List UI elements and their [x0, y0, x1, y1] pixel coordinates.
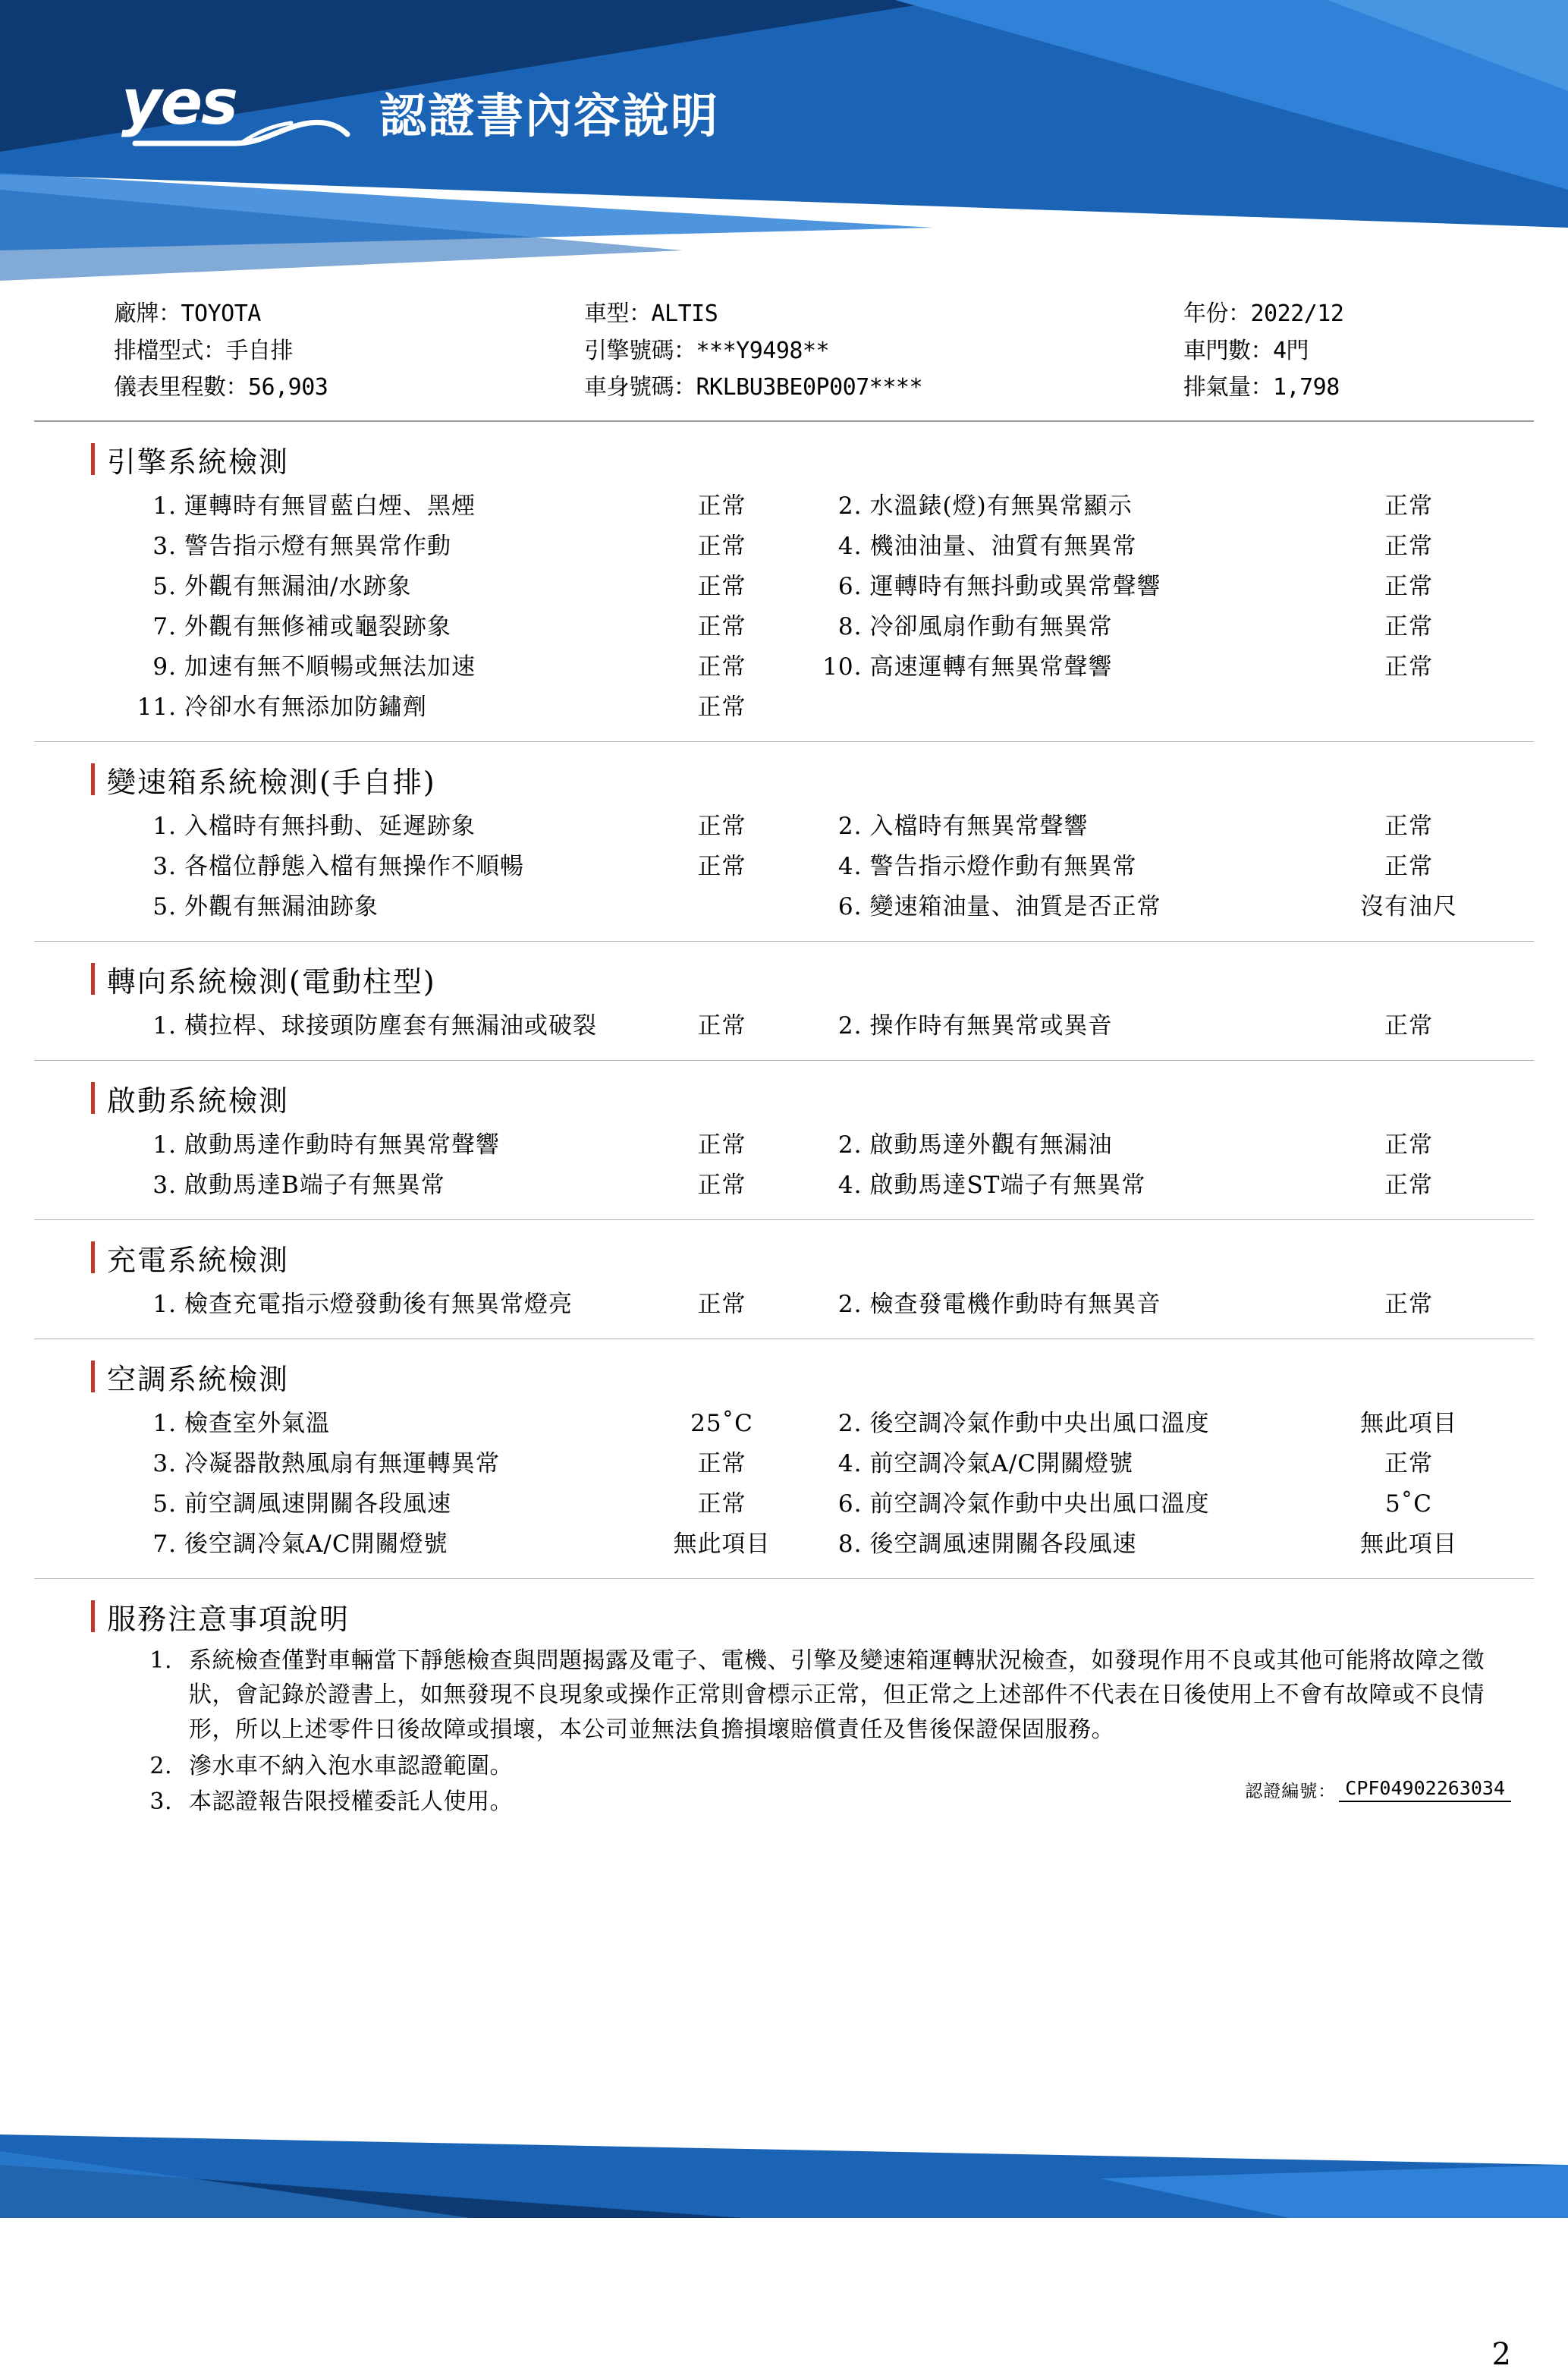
- item-number: 6.: [837, 1490, 863, 1518]
- section-divider: [34, 1219, 1534, 1220]
- item-result: 沒有油尺: [1360, 892, 1457, 920]
- section-title: 變速箱系統檢測(手自排): [107, 765, 436, 799]
- item-number: 4.: [837, 852, 863, 880]
- inspection-item: [118, 1490, 803, 1518]
- item-number: 3.: [152, 852, 177, 880]
- inspection-item: [803, 1409, 1489, 1437]
- item-label: 運轉時有無冒藍白煙、黑煙: [184, 492, 476, 520]
- item-number: 1.: [152, 1409, 177, 1437]
- inspection-item-row: [118, 1285, 1488, 1325]
- item-result: 正常: [1384, 1449, 1433, 1477]
- item-number: 2.: [837, 812, 863, 840]
- item-label: 警告指示燈作動有無異常: [869, 852, 1137, 880]
- item-label: 入檔時有無抖動、延遲跡象: [184, 812, 476, 840]
- item-label: 啟動馬達ST端子有無異常: [869, 1171, 1146, 1199]
- item-result: 正常: [697, 532, 746, 560]
- item-result: 正常: [697, 612, 746, 640]
- section-accent-bar: [91, 1361, 95, 1392]
- item-number: 4.: [837, 1449, 863, 1477]
- item-result: 正常: [697, 492, 746, 520]
- inspection-item: [118, 1409, 803, 1437]
- inspection-item: [118, 1131, 803, 1159]
- inspection-item-list: [34, 1006, 1534, 1046]
- item-label: 高速運轉有無異常聲響: [869, 653, 1113, 681]
- section-accent-bar: [91, 1600, 95, 1632]
- inspection-item-row: [118, 1006, 1488, 1046]
- vehicle-engine-number: 引擎號碼：***Y9498**: [584, 337, 830, 364]
- inspection-item-row: [118, 607, 1488, 647]
- vehicle-model: 車型：ALTIS: [584, 300, 718, 327]
- inspection-item: [803, 892, 1489, 920]
- inspection-item: [803, 1449, 1489, 1477]
- item-number: 1.: [152, 812, 177, 840]
- notice-item-number: 2.: [149, 1752, 172, 1779]
- page-header: [0, 0, 1568, 296]
- item-label: 後空調冷氣A/C開關燈號: [184, 1530, 448, 1558]
- inspection-item-row: [118, 647, 1488, 687]
- inspection-item: [803, 532, 1489, 560]
- item-result: 正常: [697, 1290, 746, 1318]
- item-number: 3.: [152, 532, 177, 560]
- section-title-row: [91, 1356, 1534, 1398]
- item-number: 7.: [152, 612, 177, 640]
- item-label: 入檔時有無異常聲響: [869, 812, 1089, 840]
- item-number: 8.: [837, 1530, 863, 1558]
- inspection-item-list: [34, 807, 1534, 927]
- item-result: 正常: [1384, 1011, 1433, 1040]
- item-number: 1.: [152, 1131, 177, 1159]
- item-label: 前空調冷氣作動中央出風口溫度: [869, 1490, 1210, 1518]
- item-result: 正常: [697, 812, 746, 840]
- notice-title-row: [91, 1596, 1534, 1637]
- item-label: 冷卻風扇作動有無異常: [869, 612, 1113, 640]
- notice-item-number: 3.: [149, 1788, 172, 1816]
- item-label: 運轉時有無抖動或異常聲響: [869, 572, 1161, 600]
- item-number: 6.: [837, 892, 863, 920]
- item-label: 檢查室外氣溫: [184, 1409, 330, 1437]
- item-label: 操作時有無異常或異音: [869, 1011, 1113, 1040]
- section-accent-bar: [91, 963, 95, 995]
- item-number: 2.: [837, 1011, 863, 1040]
- section-title: 充電系統檢測: [107, 1243, 290, 1277]
- certificate-label: 認證編號：: [1245, 1781, 1337, 1801]
- section-title-row: [91, 1237, 1534, 1279]
- inspection-item: [118, 693, 803, 721]
- item-result: 正常: [697, 572, 746, 600]
- inspection-item: [118, 1449, 803, 1477]
- item-number: 3.: [152, 1449, 177, 1477]
- section-title: 啟動系統檢測: [107, 1084, 290, 1118]
- inspection-item: [803, 1490, 1489, 1518]
- vehicle-info-row: [114, 296, 1485, 333]
- vehicle-info-row: [114, 333, 1485, 370]
- vehicle-info-block: [0, 296, 1568, 407]
- item-label: 檢查充電指示燈發動後有無異常燈亮: [184, 1290, 573, 1318]
- inspection-item-row: [118, 887, 1488, 927]
- vehicle-doors: 車門數：4門: [1183, 337, 1309, 364]
- inspection-item-row: [118, 847, 1488, 887]
- item-result: 正常: [697, 1011, 746, 1040]
- certificate-number: CPF04902263034: [1339, 1777, 1511, 1802]
- inspection-item: [803, 1290, 1489, 1318]
- notice-title: 服務注意事項說明: [107, 1602, 350, 1636]
- vehicle-mileage: 儀表里程數：56,903: [114, 374, 328, 401]
- inspection-item: [803, 492, 1489, 520]
- inspection-item: [803, 653, 1489, 681]
- item-number: 5.: [152, 572, 177, 600]
- item-result: 正常: [697, 852, 746, 880]
- item-number: 2.: [837, 492, 863, 520]
- item-number: 5.: [152, 1490, 177, 1518]
- item-label: 前空調冷氣A/C開關燈號: [869, 1449, 1134, 1477]
- item-number: 7.: [152, 1530, 177, 1558]
- item-label: 水溫錶(燈)有無異常顯示: [869, 492, 1133, 520]
- section-divider: [34, 941, 1534, 942]
- notice-item-number: 1.: [149, 1647, 172, 1674]
- item-label: 後空調冷氣作動中央出風口溫度: [869, 1409, 1210, 1437]
- section-title: 引擎系統檢測: [107, 445, 290, 479]
- item-result: 正常: [1384, 492, 1433, 520]
- inspection-item: [803, 572, 1489, 600]
- inspection-item: [803, 612, 1489, 640]
- item-number: 2.: [837, 1131, 863, 1159]
- item-number: 1.: [152, 492, 177, 520]
- footer-banner-graphic: [0, 2081, 1568, 2218]
- inspection-section: [0, 439, 1568, 728]
- inspection-item: [803, 1011, 1489, 1040]
- page-title: 認證書內容說明: [379, 88, 720, 143]
- inspection-item-row: [118, 486, 1488, 527]
- inspection-item: [118, 1290, 803, 1318]
- item-label: 外觀有無修補或龜裂跡象: [184, 612, 451, 640]
- item-label: 警告指示燈有無異常作動: [184, 532, 451, 560]
- item-result: 正常: [1384, 1290, 1433, 1318]
- notice-item-text: 系統檢查僅對車輛當下靜態檢查與問題揭露及電子、電機、引擎及變速箱運轉狀況檢查，如發現作用不良或其他可能將故障之徵狀，會記錄於證書上，如無發現不良現象或操作正常則會標示正常，但正常之上述部件不代表在日後使用上不會有故障或不良情形，所以上述零件日後故障或損壞，本公司並無法負擔損壞賠償責任及售後保證保固服務。: [189, 1647, 1485, 1743]
- inspection-item: [118, 1011, 803, 1040]
- item-result: 無此項目: [1360, 1409, 1457, 1437]
- page-number: 2: [1491, 2337, 1511, 2372]
- inspection-section: [0, 958, 1568, 1046]
- item-number: 2.: [837, 1409, 863, 1437]
- inspection-item-row: [118, 1484, 1488, 1524]
- item-result: 正常: [1384, 612, 1433, 640]
- section-accent-bar: [91, 763, 95, 795]
- item-result: 正常: [1384, 852, 1433, 880]
- notice-item: [118, 1644, 1488, 1748]
- section-title-row: [91, 439, 1534, 480]
- item-label: 檢查發電機作動時有無異音: [869, 1290, 1161, 1318]
- inspection-item: [803, 852, 1489, 880]
- vehicle-info-row: [114, 370, 1485, 407]
- inspection-item: [118, 653, 803, 681]
- section-accent-bar: [91, 1241, 95, 1273]
- inspection-section: [0, 759, 1568, 927]
- vehicle-vin: 車身號碼：RKLBU3BE0P007****: [584, 374, 923, 401]
- inspection-item: [803, 1171, 1489, 1199]
- section-divider: [34, 1060, 1534, 1061]
- logo-text: yes: [121, 67, 237, 139]
- section-title-row: [91, 1077, 1534, 1119]
- inspection-item-row: [118, 1444, 1488, 1484]
- item-number: 11.: [137, 693, 177, 721]
- notice-item-text: 滲水車不納入泡水車認證範圍。: [189, 1752, 513, 1779]
- section-title-row: [91, 759, 1534, 801]
- inspection-item-row: [118, 1524, 1488, 1565]
- item-result: 正常: [697, 653, 746, 681]
- item-label: 橫拉桿、球接頭防塵套有無漏油或破裂: [184, 1011, 597, 1040]
- item-label: 啟動馬達外觀有無漏油: [869, 1131, 1113, 1159]
- item-result: 正常: [1384, 812, 1433, 840]
- brand-logo-block: [121, 67, 720, 152]
- inspection-item: [118, 852, 803, 880]
- inspection-item-row: [118, 567, 1488, 607]
- item-result: 正常: [1384, 1131, 1433, 1159]
- inspection-item: [118, 1530, 803, 1558]
- item-number: 5.: [152, 892, 177, 920]
- item-label: 各檔位靜態入檔有無操作不順暢: [184, 852, 524, 880]
- yes-logo: [121, 67, 349, 152]
- notice-section: [0, 1596, 1568, 1816]
- inspection-item-row: [118, 687, 1488, 728]
- inspection-item: [118, 492, 803, 520]
- item-result: 正常: [1384, 572, 1433, 600]
- item-number: 1.: [152, 1011, 177, 1040]
- inspection-sections: [0, 439, 1568, 1579]
- item-label: 前空調風速開關各段風速: [184, 1490, 451, 1518]
- page-footer: [0, 2081, 1568, 2218]
- item-result: 25˚C: [690, 1409, 753, 1437]
- item-label: 啟動馬達B端子有無異常: [184, 1171, 445, 1199]
- item-number: 10.: [822, 653, 863, 681]
- car-outline-icon: [129, 109, 357, 154]
- inspection-section: [0, 1237, 1568, 1325]
- item-number: 4.: [837, 1171, 863, 1199]
- item-result: 5˚C: [1385, 1490, 1432, 1518]
- item-result: 正常: [697, 1490, 746, 1518]
- inspection-item-row: [118, 1404, 1488, 1444]
- section-divider: [34, 741, 1534, 742]
- inspection-item-row: [118, 527, 1488, 567]
- item-result: 正常: [697, 1449, 746, 1477]
- section-divider: [34, 1578, 1534, 1579]
- vehicle-displacement: 排氣量：1,798: [1183, 374, 1340, 401]
- item-number: 2.: [837, 1290, 863, 1318]
- section-title-row: [91, 958, 1534, 1000]
- item-result: 正常: [1384, 532, 1433, 560]
- inspection-item-row: [118, 1125, 1488, 1166]
- inspection-item-row: [118, 807, 1488, 847]
- section-accent-bar: [91, 443, 95, 475]
- inspection-item: [803, 1131, 1489, 1159]
- inspection-section: [0, 1077, 1568, 1206]
- inspection-section: [0, 1356, 1568, 1565]
- item-result: 正常: [697, 1131, 746, 1159]
- section-title: 轉向系統檢測(電動柱型): [107, 964, 436, 999]
- item-label: 機油油量、油質有無異常: [869, 532, 1137, 560]
- notice-item-text: 本認證報告限授權委託人使用。: [189, 1788, 513, 1816]
- item-result: 正常: [1384, 1171, 1433, 1199]
- item-label: 冷卻水有無添加防鏽劑: [184, 693, 427, 721]
- item-result: 無此項目: [673, 1530, 771, 1558]
- item-label: 後空調風速開關各段風速: [869, 1530, 1137, 1558]
- inspection-item-list: [34, 1404, 1534, 1565]
- item-label: 變速箱油量、油質是否正常: [869, 892, 1161, 920]
- vehicle-year: 年份：2022/12: [1183, 300, 1344, 327]
- inspection-item: [118, 812, 803, 840]
- section-divider: [34, 420, 1534, 422]
- inspection-item: [118, 612, 803, 640]
- item-label: 外觀有無漏油跡象: [184, 892, 379, 920]
- item-number: 9.: [152, 653, 177, 681]
- vehicle-brand: 廠牌：TOYOTA: [114, 300, 261, 327]
- inspection-item: [118, 532, 803, 560]
- item-number: 3.: [152, 1171, 177, 1199]
- item-number: 6.: [837, 572, 863, 600]
- item-label: 冷凝器散熱風扇有無運轉異常: [184, 1449, 500, 1477]
- item-result: 正常: [1384, 653, 1433, 681]
- inspection-item-list: [34, 1285, 1534, 1325]
- document-body: [0, 296, 1568, 2372]
- item-number: 1.: [152, 1290, 177, 1318]
- item-result: 正常: [697, 693, 746, 721]
- inspection-item: [803, 1530, 1489, 1558]
- item-label: 外觀有無漏油/水跡象: [184, 572, 412, 600]
- section-title: 空調系統檢測: [107, 1362, 290, 1396]
- vehicle-transmission: 排檔型式：手自排: [114, 337, 293, 364]
- inspection-item: [118, 572, 803, 600]
- section-accent-bar: [91, 1082, 95, 1114]
- item-label: 加速有無不順暢或無法加速: [184, 653, 476, 681]
- inspection-item-row: [118, 1166, 1488, 1206]
- inspection-item: [118, 892, 803, 920]
- item-result: 無此項目: [1360, 1530, 1457, 1558]
- inspection-item-list: [34, 1125, 1534, 1206]
- inspection-item: [118, 1171, 803, 1199]
- item-result: 正常: [697, 1171, 746, 1199]
- item-label: 啟動馬達作動時有無異常聲響: [184, 1131, 500, 1159]
- item-number: 4.: [837, 532, 863, 560]
- item-number: 8.: [837, 612, 863, 640]
- inspection-item: [803, 812, 1489, 840]
- inspection-item-list: [34, 486, 1534, 728]
